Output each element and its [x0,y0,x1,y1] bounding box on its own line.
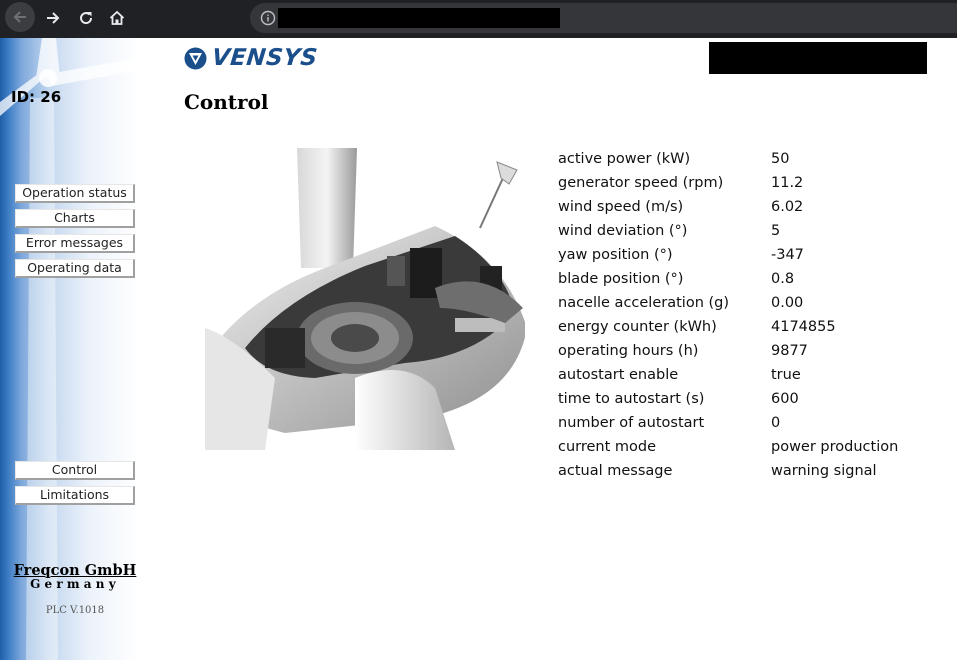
data-row [558,339,898,363]
home-icon [108,9,126,27]
data-row [558,459,898,483]
plant-id-label: ID: 26 [11,88,62,106]
data-row-label: blade position (°) [558,271,684,287]
address-bar[interactable] [250,3,957,33]
nacelle-cutaway-illustration [205,148,525,450]
data-row-value: 0 [771,415,781,431]
reload-icon [77,9,95,27]
data-row-label: current mode [558,439,657,455]
data-row-value: 9877 [771,343,808,359]
data-row-value: 0.00 [771,295,804,311]
page-content [0,38,957,660]
back-button[interactable] [5,2,35,32]
data-row [558,435,898,459]
nav-charts-button[interactable]: Charts [15,209,135,228]
data-row-label: time to autostart (s) [558,391,705,407]
data-row-label: energy counter (kWh) [558,319,717,335]
home-button[interactable] [102,4,132,32]
nav-operating-data-button[interactable]: Operating data [15,259,135,278]
reload-button[interactable] [71,4,101,32]
redacted-url [278,8,560,28]
data-row [558,243,898,267]
data-row [558,267,898,291]
data-row [558,363,898,387]
info-icon[interactable] [260,10,276,26]
data-row-label: active power (kW) [558,151,691,167]
back-arrow-icon [11,8,29,26]
data-row [558,315,898,339]
data-row [558,387,898,411]
data-row-value: 4174855 [771,319,836,335]
data-row [558,171,898,195]
data-row-value: warning signal [771,463,877,479]
vensys-logo [184,46,318,70]
redacted-header-block [709,42,927,74]
data-row-label: wind speed (m/s) [558,199,684,215]
data-row-label: wind deviation (°) [558,223,688,239]
data-row-value: 5 [771,223,781,239]
logo-text: VENSYS [210,45,319,71]
sidebar [0,38,150,660]
data-row [558,219,898,243]
nav-limitations-button[interactable]: Limitations [15,486,135,505]
data-row-label: generator speed (rpm) [558,175,724,191]
data-row-label: operating hours (h) [558,343,699,359]
data-row-value: -347 [771,247,804,263]
company-country: Germany [30,577,120,591]
nav-control-button[interactable]: Control [15,461,135,480]
data-row-label: yaw position (°) [558,247,673,263]
data-row-value: 600 [771,391,799,407]
nav-operation-status-button[interactable]: Operation status [15,184,135,203]
plc-version: PLC V.1018 [45,605,105,616]
data-row [558,147,898,171]
data-row-value: power production [771,439,899,455]
control-data-table [558,147,898,483]
data-row-value: 50 [771,151,790,167]
data-row-label: actual message [558,463,673,479]
data-row [558,195,898,219]
data-row-value: 6.02 [771,199,804,215]
data-row-label: number of autostart [558,415,705,431]
data-row-label: nacelle acceleration (g) [558,295,730,311]
data-row [558,291,898,315]
data-row-value: 0.8 [771,271,795,287]
company-name-link[interactable]: Freqcon GmbH [13,562,137,579]
vensys-logo-icon [184,47,207,70]
nav-error-messages-button[interactable]: Error messages [15,234,135,253]
data-row-label: autostart enable [558,367,679,383]
forward-arrow-icon [44,9,62,27]
data-row-value: 11.2 [771,175,804,191]
browser-toolbar [0,0,957,38]
page-title: Control [184,90,269,114]
data-row-value: true [771,367,801,383]
forward-button[interactable] [38,4,68,32]
data-row [558,411,898,435]
